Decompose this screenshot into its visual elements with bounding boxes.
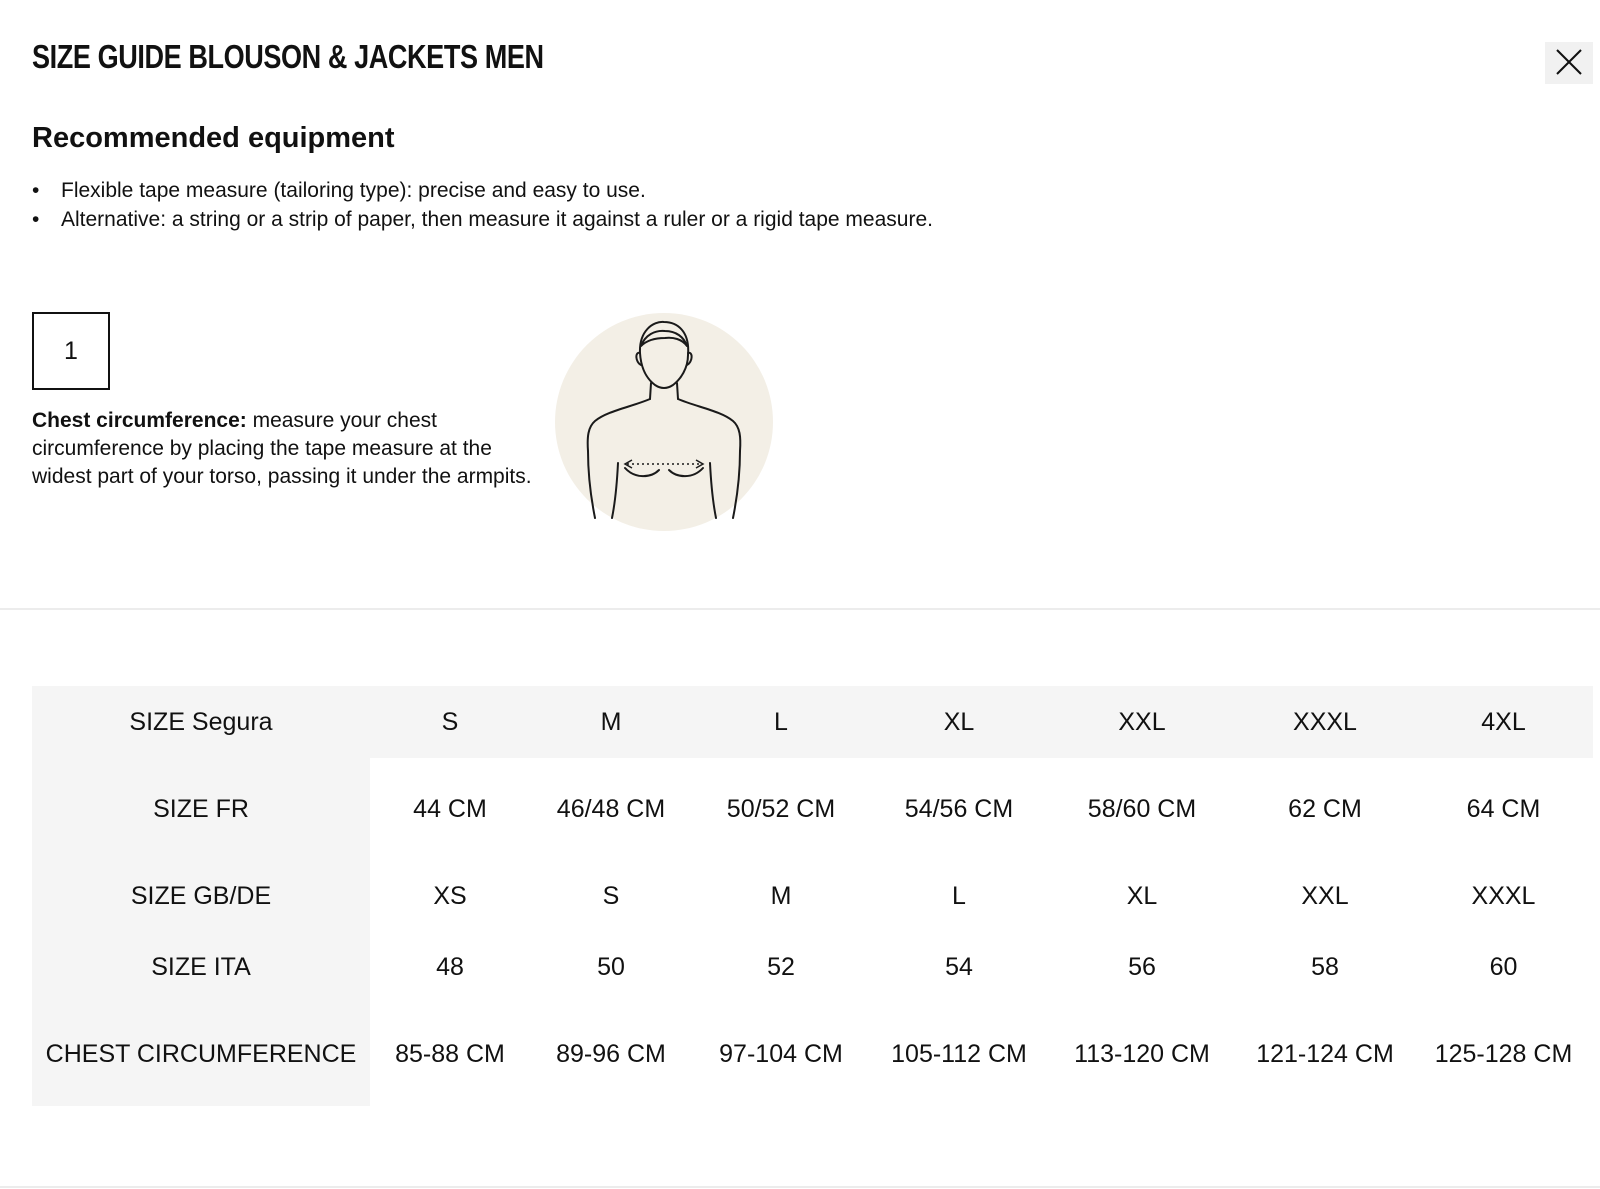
table-cell: 52 (767, 953, 795, 981)
list-item (32, 176, 933, 205)
table-cell: 62 CM (1288, 795, 1362, 823)
table-cell: 48 (436, 953, 464, 981)
table-cell: 58/60 CM (1087, 795, 1197, 823)
size-header-cell: XXL (1048, 686, 1236, 758)
table-cell: XS (433, 882, 467, 910)
section-divider (0, 608, 1600, 610)
table-cell: 50 (597, 953, 625, 981)
table-row (32, 860, 1593, 932)
row-label: SIZE GB/DE (32, 860, 370, 932)
size-table-body (32, 686, 1593, 1106)
step-title: Chest circumference: (32, 409, 247, 432)
step-number-box (32, 312, 110, 390)
row-label: CHEST CIRCUMFERENCE (32, 1002, 370, 1106)
size-header-cell: S (370, 686, 530, 758)
size-header-cell: XL (870, 686, 1048, 758)
bottom-divider (0, 1186, 1600, 1188)
table-cell: 56 (1128, 953, 1156, 981)
table-cell: XL (1126, 882, 1158, 910)
table-cell: M (770, 882, 792, 910)
table-cell: 54 (945, 953, 973, 981)
table-cell: 50/52 CM (726, 795, 836, 823)
size-header-cell: L (692, 686, 870, 758)
row-label: SIZE FR (32, 758, 370, 860)
equipment-item-text: Alternative: a string or a strip of paper, then measure it against a ruler or a rigid tape measure. (61, 208, 933, 231)
table-cell: 125-128 CM (1434, 1040, 1573, 1068)
table-cell: S (602, 882, 620, 910)
size-table (32, 686, 1593, 1106)
size-header-cell: 4XL (1414, 686, 1593, 758)
table-cell: XXL (1301, 882, 1349, 910)
size-header-cell: XXXL (1236, 686, 1414, 758)
row-label: SIZE ITA (32, 932, 370, 1002)
table-cell: 64 CM (1466, 795, 1541, 823)
close-button[interactable] (1545, 42, 1593, 84)
bullet-icon: • (32, 179, 40, 202)
table-cell: 105-112 CM (891, 1040, 1027, 1068)
size-header-cell: M (530, 686, 692, 758)
table-header-label: SIZE Segura (32, 686, 370, 758)
table-row (32, 932, 1593, 1002)
modal-title: SIZE GUIDE BLOUSON & JACKETS MEN (32, 38, 544, 75)
chest-measurement-illustration (555, 313, 773, 531)
table-cell: 60 (1489, 953, 1518, 981)
table-cell: 54/56 CM (904, 795, 1014, 823)
list-item (32, 205, 933, 234)
table-cell: 97-104 CM (719, 1040, 843, 1068)
table-cell: XXXL (1471, 882, 1536, 910)
step-description (32, 407, 542, 491)
bullet-icon: • (32, 208, 40, 231)
step-text: measure your chest circumference by placing the tape measure at the widest part of your torso, passing it under the armpits. (32, 409, 532, 488)
table-row (32, 758, 1593, 860)
table-cell: 121-124 CM (1256, 1040, 1394, 1068)
table-cell: 89-96 CM (556, 1040, 666, 1068)
step-number: 1 (64, 336, 78, 365)
equipment-list (32, 176, 933, 234)
table-cell: L (952, 882, 966, 910)
table-cell: 46/48 CM (556, 795, 666, 823)
close-icon (1556, 49, 1582, 78)
table-cell: 58 (1311, 953, 1339, 981)
table-header-row (32, 686, 1593, 758)
equipment-heading: Recommended equipment (32, 122, 395, 154)
table-cell: 85-88 CM (395, 1040, 505, 1068)
table-row (32, 1002, 1593, 1106)
equipment-item-text: Flexible tape measure (tailoring type): precise and easy to use. (61, 179, 646, 202)
table-cell: 44 CM (413, 795, 487, 823)
table-cell: 113-120 CM (1074, 1040, 1210, 1068)
